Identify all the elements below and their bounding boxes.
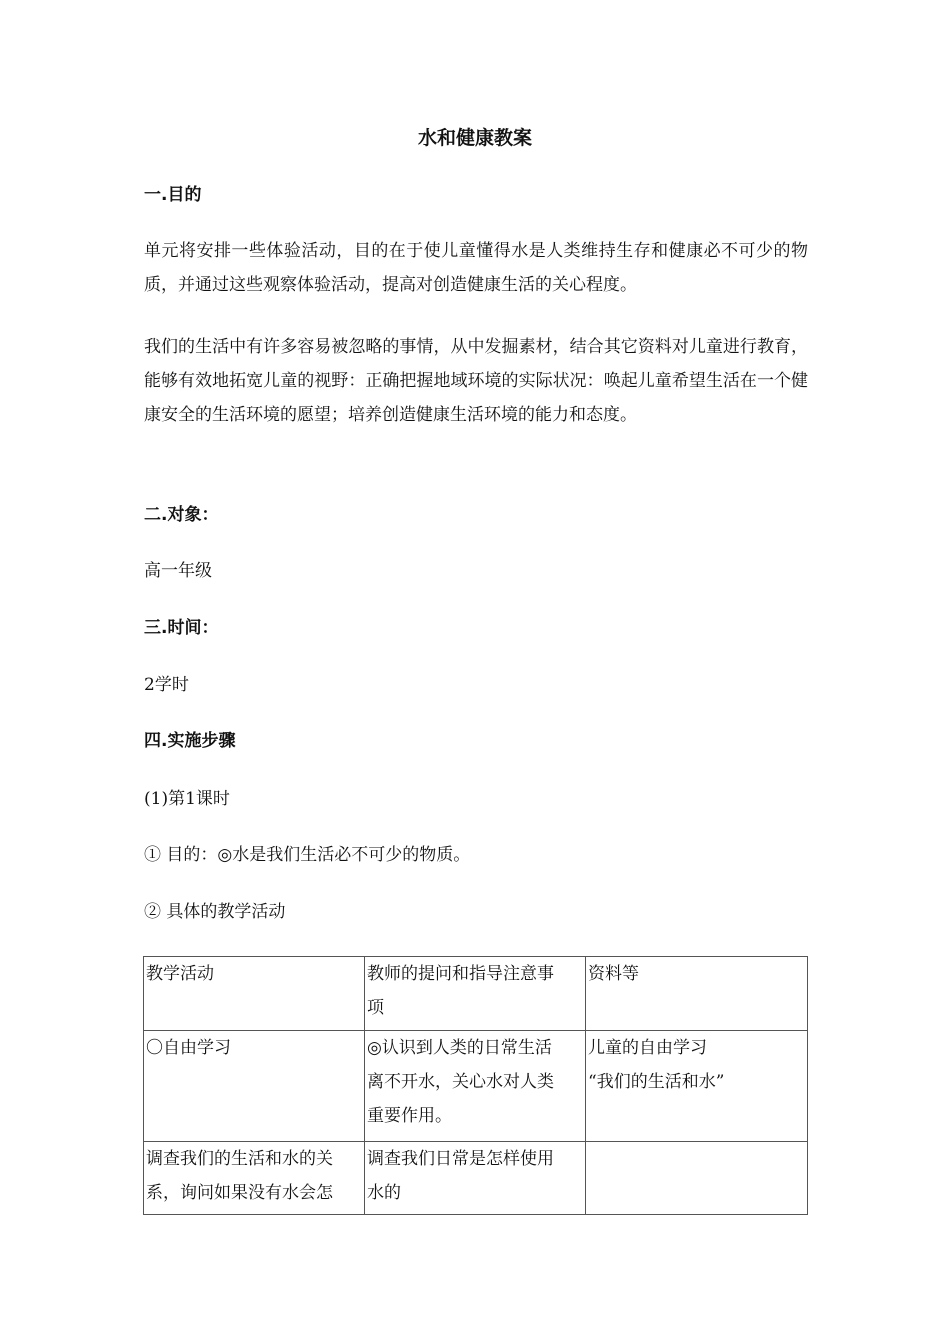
table-cell <box>365 1031 586 1142</box>
step-item-activities: ② 具体的教学活动 <box>144 902 286 922</box>
section-heading-target: 二.对象： <box>144 505 219 525</box>
table-row <box>144 1142 808 1215</box>
table-header-row <box>144 957 808 1031</box>
row1-activity: 〇自由学习 <box>146 1038 231 1058</box>
row2-teacher-line-1: 调查我们日常是怎样使用 <box>367 1149 554 1169</box>
header-activity: 教学活动 <box>146 964 214 984</box>
table-header-cell <box>365 957 586 1031</box>
header-teacher-line-1: 教师的提问和指导注意事 <box>367 964 554 984</box>
section-heading-purpose: 一.目的 <box>144 185 202 205</box>
row1-materials-line-1: 儿童的自由学习 <box>588 1038 707 1058</box>
header-materials: 资料等 <box>588 964 639 984</box>
row1-teacher-line-1: ◎认识到人类的日常生活 <box>367 1038 552 1058</box>
header-teacher-line-2: 项 <box>367 998 384 1018</box>
target-value: 高一年级 <box>144 561 212 581</box>
table-header-cell <box>144 957 365 1031</box>
table-cell <box>365 1142 586 1215</box>
step-item-purpose: ① 目的：◎水是我们生活必不可少的物质。 <box>144 845 471 865</box>
row2-activity-line-2: 系，询问如果没有水会怎 <box>146 1183 333 1203</box>
table-cell <box>586 1031 808 1142</box>
document-title: 水和健康教案 <box>417 127 532 149</box>
section-heading-time: 三.时间： <box>144 618 219 638</box>
row1-teacher-line-2: 离不开水，关心水对人类 <box>367 1072 554 1092</box>
row2-teacher-line-2: 水的 <box>367 1183 401 1203</box>
row1-teacher-line-3: 重要作用。 <box>367 1106 452 1126</box>
table-header-cell <box>586 957 808 1031</box>
table-cell <box>144 1031 365 1142</box>
row1-materials-line-2: “我们的生活和水” <box>588 1072 725 1092</box>
time-value: 2学时 <box>144 675 189 695</box>
table-cell <box>144 1142 365 1215</box>
table-cell <box>586 1142 808 1215</box>
activity-table <box>143 956 808 1215</box>
row2-activity-line-1: 调查我们的生活和水的关 <box>146 1149 333 1169</box>
table-row <box>144 1031 808 1142</box>
purpose-paragraph-1: 单元将安排一些体验活动，目的在于使儿童懂得水是人类维持生存和健康必不可少的物质，并通过这些观察体验活动，提高对创造健康生活的关心程度。 <box>144 241 808 295</box>
lesson-label: (1)第1课时 <box>144 789 230 809</box>
purpose-paragraph-2: 我们的生活中有许多容易被忽略的事情，从中发掘素材，结合其它资料对儿童进行教育，能够有效地拓宽儿童的视野：正确把握地域环境的实际状况：唤起儿童希望生活在一个健康安全的生活环境的愿望；培养创造健康生活环境的能力和态度。 <box>144 337 808 425</box>
section-heading-steps: 四.实施步骤 <box>144 731 236 751</box>
